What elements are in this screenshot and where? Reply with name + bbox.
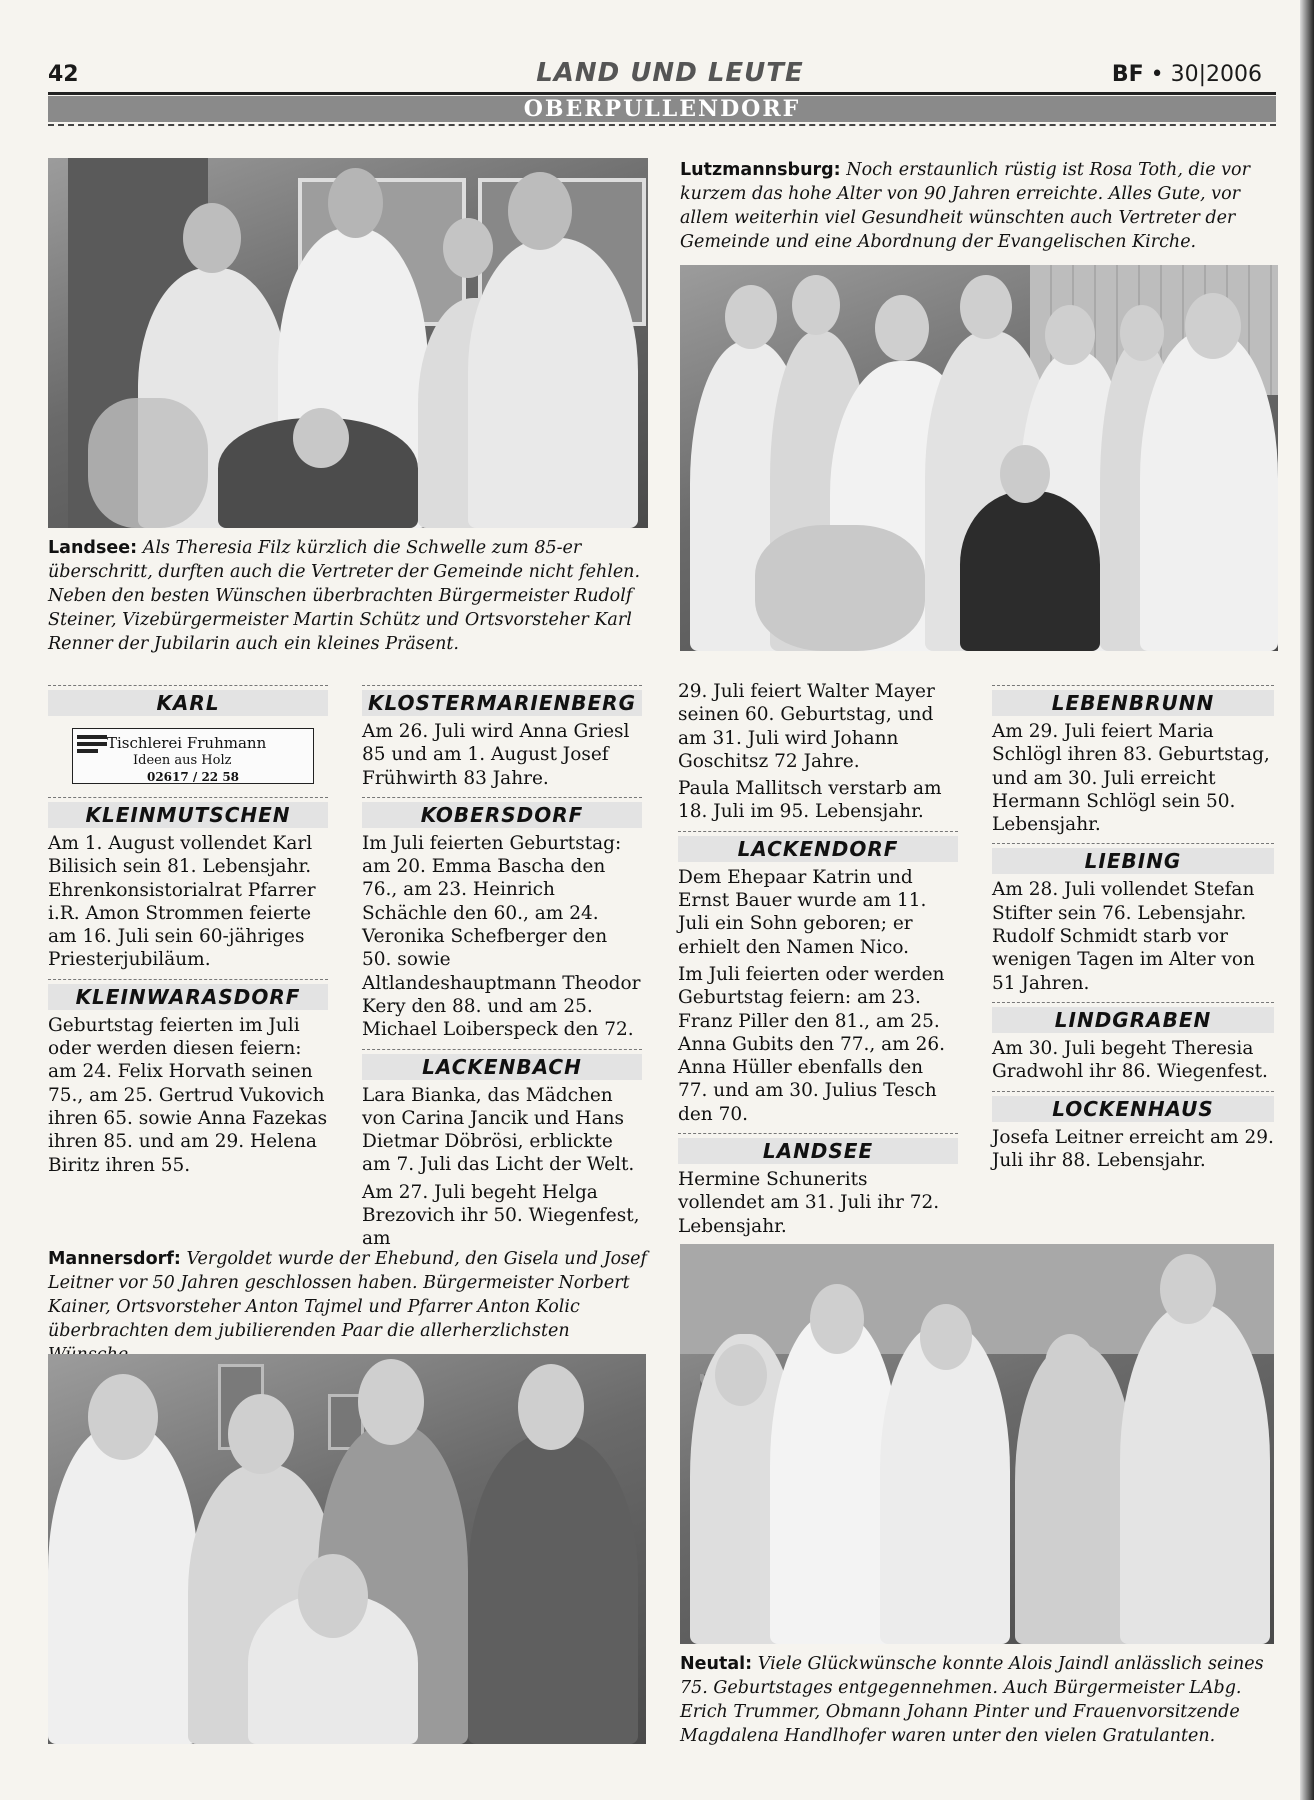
issue-info: BF • 30|2006: [1111, 62, 1262, 87]
column-3: [678, 680, 958, 1242]
heading-kleinmutschen: KLEINMUTSCHEN: [48, 794, 328, 828]
column-1: [48, 682, 328, 1181]
heading-lackenbach: LACKENBACH: [362, 1046, 642, 1080]
heading-landsee: LANDSEE: [678, 1130, 958, 1164]
article-lackendorf-2: Im Juli feierten oder werden Geburtstag feiern: am 23. Franz Piller den 81., am 25. Anna Gubits den 77., am 26. Anna Hüller ebenfalls den 77. und am 30. Julius Tesch den 70.: [678, 963, 946, 1125]
caption-mannersdorf: [48, 1247, 648, 1367]
caption-place: Lutzmannsburg:: [680, 160, 841, 180]
heading-kleinwarasdorf: KLEINWARASDORF: [48, 976, 328, 1010]
article-lindgraben: Am 30. Juli begeht Theresia Gradwohl ihr 86. Wiegenfest.: [992, 1037, 1268, 1083]
article-kleinmutschen: Am 1. August vollendet Karl Bilisich sein 81. Lebensjahr. Ehrenkonsistorialrat Pfarrer i.R. Amon Strommen feierte am 16. Juli sein 60-jähriges Priesterjubiläum.: [48, 833, 316, 971]
article-lockenhaus: Josefa Leitner erreicht am 29. Juli ihr 88. Lebensjahr.: [992, 1126, 1274, 1171]
ad-slogan: Ideen aus Holz: [133, 753, 232, 768]
article-kobersdorf: Im Juli feierten Geburtstag: am 20. Emma Bascha den 76., am 23. Heinrich Schächle den 60., am 24. Veronika Schefberger den 50. sowie Altlandeshauptmann Theodor Kery den 88. und am 25. Michael Loiberspeck den 72.: [362, 832, 641, 1041]
heading-klostermarienberg: KLOSTERMARIENBERG: [362, 682, 642, 716]
article-landsee: Hermine Schunerits vollendet am 31. Juli ihr 72. Lebensjahr.: [678, 1169, 940, 1237]
article-lackendorf: Dem Ehepaar Katrin und Ernst Bauer wurde am 11. Juli ein Sohn geboren; er erhielt den Namen Nico.: [678, 866, 927, 958]
photo-lutzmannsburg: [680, 265, 1278, 651]
caption-landsee: [48, 536, 648, 656]
photo-neutal: [680, 1244, 1274, 1644]
photo-landsee: [48, 158, 648, 528]
page-number: 42: [48, 62, 79, 87]
heading-lackendorf: LACKENDORF: [678, 828, 958, 862]
photo-mannersdorf: [48, 1354, 646, 1744]
header-dashed-rule: [48, 124, 1276, 126]
article-klostermarienberg: Am 26. Juli wird Anna Griesl 85 und am 1. August Josef Frühwirth 83 Jahre.: [362, 721, 630, 789]
heading-lockenhaus: LOCKENHAUS: [992, 1088, 1274, 1122]
article-lackenbach-cont-2: Paula Mallitsch verstarb am 18. Juli im 95. Lebensjahr.: [678, 778, 942, 823]
region-banner: OBERPULLENDORF: [48, 96, 1276, 122]
ad-name: Tischlerei Fruhmann: [107, 734, 267, 752]
section-title: LAND UND LEUTE: [536, 58, 804, 88]
column-2: [362, 682, 642, 1255]
page-edge-shadow: [1300, 0, 1314, 1800]
caption-text: Als Theresia Filz kürzlich die Schwelle zum 85-er überschritt, durften auch die Vertreter der Gemeinde nicht fehlen. Neben den besten Wünschen überbrachten Bürgermeister Rudolf Steiner, Vizebürgermeister Martin Schütz und Ortsvorsteher Karl Renner der Jubilarin auch ein kleines Präsent.: [48, 538, 641, 654]
ad-tischlerei-fruhmann: [72, 728, 314, 784]
heading-lebenbrunn: LEBENBRUNN: [992, 682, 1274, 716]
ad-phone: 02617 / 22 58: [146, 770, 240, 784]
caption-text: Vergoldet wurde der Ehebund, den Gisela und Josef Leitner vor 50 Jahren geschlossen haben. Bürgermeister Norbert Kainer, Ortsvorsteher Anton Tajmel und Pfarrer Anton Kolic überbrachten dem jubilierenden Paar die allerherzlichsten: [48, 1249, 647, 1341]
article-lebenbrunn: Am 29. Juli feiert Maria Schlögl ihren 83. Geburtstag, und am 30. Juli erreicht Hermann Schlögl sein 50. Lebensjahr.: [992, 721, 1270, 836]
heading-lindgraben: LINDGRABEN: [992, 999, 1274, 1033]
caption-lutzmannsburg: [680, 158, 1268, 254]
caption-place: Landsee:: [48, 538, 138, 558]
header-rule: [48, 92, 1276, 95]
ad-logo-icon: [77, 735, 107, 756]
article-kleinwarasdorf: Geburtstag feierten im Juli oder werden diesen feiern: am 24. Felix Horvath seinen 75., am 25. Gertrud Vukovich ihren 65. sowie Anna Fazekas ihren 85. und am 29. Helena Biritz ihren 55.: [48, 1014, 328, 1176]
caption-neutal: [680, 1652, 1274, 1748]
column-4: [992, 682, 1274, 1176]
article-lackenbach: Lara Bianka, das Mädchen von Carina Jancik und Hans Dietmar Döbrösi, erblickte am 7. Juli das Licht der Welt.: [362, 1084, 635, 1176]
article-liebing: Am 28. Juli vollendet Stefan Stifter sein 76. Lebensjahr. Rudolf Schmidt starb vor wenigen Tagen im Alter von 51 Jahren.: [992, 879, 1255, 994]
caption-text: Viele Glückwünsche konnte Alois Jaindl anlässlich seines 75. Geburtstages entgegennehmen. Auch Bürgermeister LAbg. Erich Trummer, Obmann Johann Pinter und Frauenvorsitzende Magdalena Handlhofer waren unter den vielen Gratulanten.: [680, 1654, 1264, 1746]
heading-karl: KARL: [48, 682, 328, 716]
caption-place: Mannersdorf:: [48, 1249, 181, 1269]
publication-name: BF: [1111, 62, 1144, 87]
article-lackenbach-2: Am 27. Juli begeht Helga Brezovich ihr 50. Wiegenfest, am: [362, 1181, 640, 1250]
heading-liebing: LIEBING: [992, 840, 1274, 874]
issue-number: 30|2006: [1170, 62, 1262, 87]
article-lackenbach-cont: 29. Juli feiert Walter Mayer seinen 60. Geburtstag, und am 31. Juli wird Johann Goschitsz 72 Jahre.: [678, 681, 935, 772]
caption-text: Noch erstaunlich rüstig ist Rosa Toth, die vor kurzem das hohe Alter von 90 Jahren erreichte. Alles Gute, vor allem weiterhin viel Gesundheit wünschten auch Vertreter der Gemeinde und eine Abordnung der Evangelischen Kirche.: [680, 160, 1250, 252]
caption-place: Neutal:: [680, 1654, 753, 1674]
heading-kobersdorf: KOBERSDORF: [362, 794, 642, 828]
